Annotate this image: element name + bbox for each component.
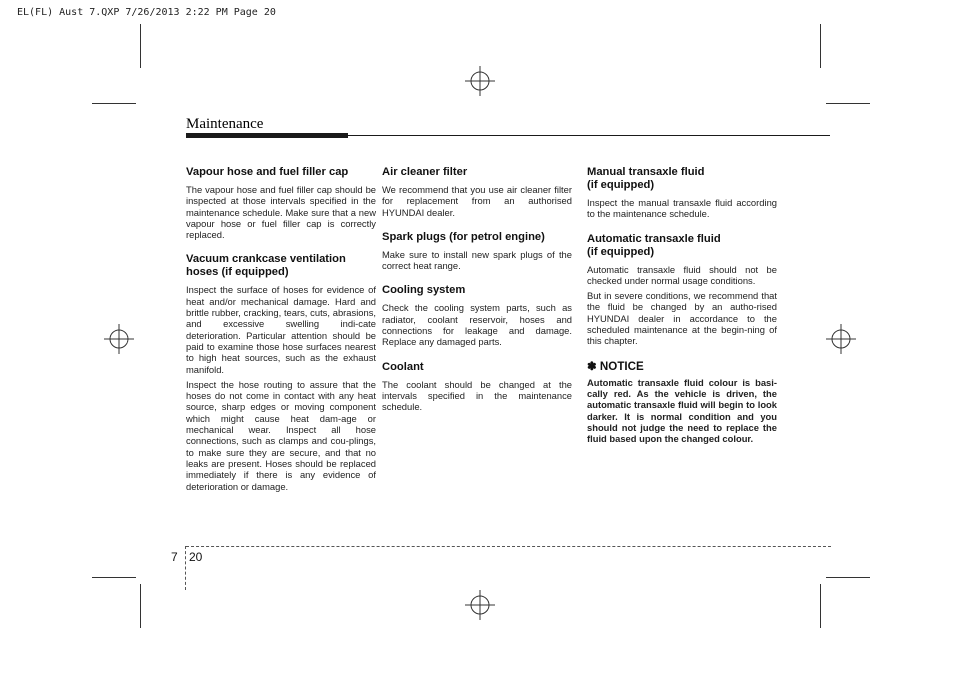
notice-title: ✽ NOTICE <box>587 359 644 373</box>
heading-spark-plugs: Spark plugs (for petrol engine) <box>382 230 545 243</box>
heading-automatic-transaxle <box>587 233 777 259</box>
text-vacuum-1: Inspect the surface of hoses for evidence of heat and/or mechanical damage. Hard and brittle rubber, cracking, tears, cuts, abrasions, and excessive swelling indi-cate deterioration. Particular attention should be paid to examine those hose surfaces nearest to high heat sources, such as the exhaust manifold. <box>186 284 376 375</box>
page-number: 20 <box>189 550 203 564</box>
heading-vacuum-line2: hoses (if equipped) <box>186 266 289 279</box>
text-auto-2: But in severe conditions, we recommend that the fluid be changed by an autho-rised HYUNDAI dealer in accordance to the scheduled maintenance at the begin-ning of this chapter. <box>587 290 777 347</box>
chapter-number: 7 <box>171 550 178 564</box>
heading-auto-line1: Automatic transaxle fluid <box>587 232 721 245</box>
heading-manual-line1: Manual transaxle fluid <box>587 166 705 178</box>
column-left <box>186 166 376 496</box>
notice-text: Automatic transaxle fluid colour is basi-cally red. As the vehicle is driven, the automatic transaxle fluid will begin to look darker. It is normal condition and you should not judge the need to replace the fluid based upon the changed colour. <box>587 376 777 445</box>
heading-coolant: Coolant <box>382 360 424 373</box>
text-coolant: The coolant should be changed at the intervals specified in the maintenance schedule. <box>382 378 572 413</box>
footer-rule <box>186 546 831 547</box>
heading-auto-line2: (if equipped) <box>587 245 655 258</box>
text-manual-transaxle: Inspect the manual transaxle fluid according to the maintenance schedule. <box>587 197 777 220</box>
header-bar <box>186 133 348 138</box>
heading-manual-line2: (if equipped) <box>587 179 655 191</box>
text-vacuum-2: Inspect the hose routing to assure that the hoses do not come in contact with any heat source, sharp edges or moving component which might cause heat dam-age or mechanical wear. Inspect all hose connections, such as clamps and cou-plings, to make sure they are secure, and that no leaks are present. Hoses should be replaced immediately if there is any evidence of deterioration or damage. <box>186 378 376 492</box>
heading-vapour-hose: Vapour hose and fuel filler cap <box>186 166 349 178</box>
column-middle <box>382 166 572 417</box>
registration-mark-left <box>104 324 134 354</box>
text-cooling-system: Check the cooling system parts, such as radiator, coolant reservoir, hoses and connections for leakage and damage. Replace any damaged parts. <box>382 302 572 348</box>
text-vapour-hose: The vapour hose and fuel filler cap should be inspected at those intervals specified in the maintenance schedule. Make sure that a new vapour hose or fuel filler cap is correctly replaced. <box>186 184 376 241</box>
heading-air-cleaner: Air cleaner filter <box>382 166 468 178</box>
heading-vacuum-crankcase <box>186 253 376 279</box>
heading-cooling-system: Cooling system <box>382 284 466 297</box>
page-title: Maintenance <box>186 116 264 132</box>
heading-manual-transaxle <box>587 166 777 192</box>
text-auto-1: Automatic transaxle fluid should not be checked under normal usage conditions. <box>587 263 777 286</box>
registration-mark-bottom <box>465 590 495 620</box>
column-right <box>587 166 777 448</box>
registration-mark-top <box>465 66 495 96</box>
heading-vacuum-line1: Vacuum crankcase ventilation <box>186 253 346 266</box>
text-spark-plugs: Make sure to install new spark plugs of the correct heat range. <box>382 248 572 272</box>
text-air-cleaner: We recommend that you use air cleaner filter for replacement from an authorised HYUNDAI dealer. <box>382 184 572 218</box>
header-rule <box>348 135 830 136</box>
registration-mark-right <box>826 324 856 354</box>
footer-divider <box>185 546 186 590</box>
print-slug: EL(FL) Aust 7.QXP 7/26/2013 2:22 PM Page 20 <box>17 7 276 18</box>
